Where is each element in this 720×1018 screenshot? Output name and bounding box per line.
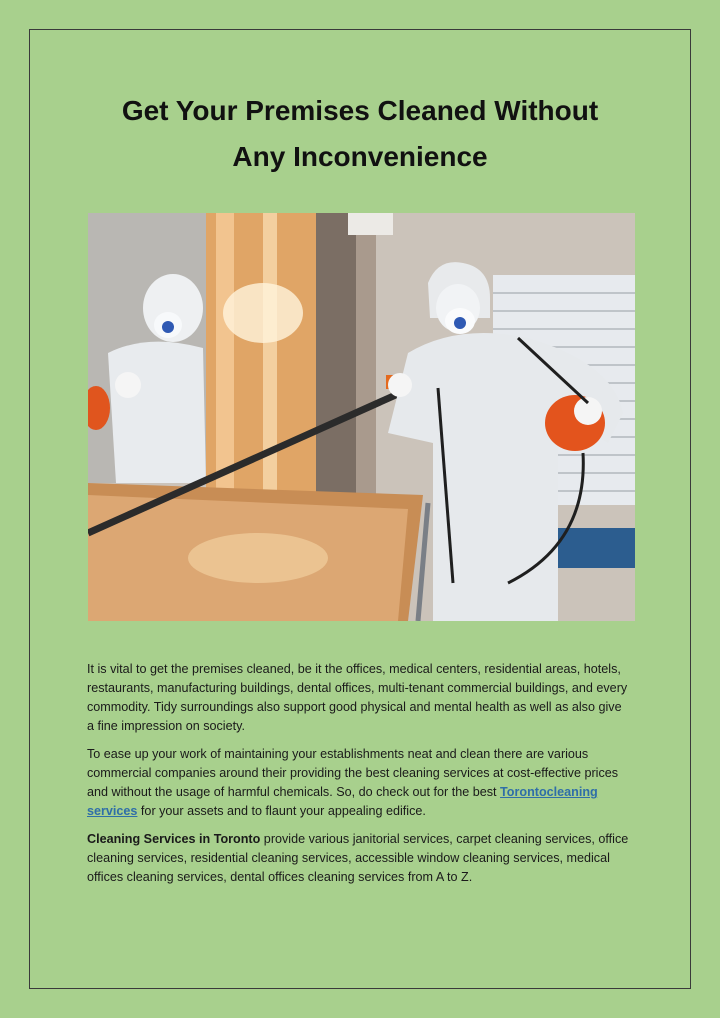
paragraph-3-bold-lead: Cleaning Services in Toronto <box>87 832 261 846</box>
paragraph-3 <box>87 830 632 887</box>
hero-photo <box>88 213 635 621</box>
title-line-1: Get Your Premises Cleaned Without <box>121 95 599 126</box>
paragraph-2-text-start: To ease up your work of maintaining your establishments neat and clean there are various commercial companies around their providing the best cleaning services at cost-effective prices and without the usage of harmful chemicals. So, do check out for the best <box>87 747 619 799</box>
disinfection-workers-illustration <box>88 213 635 621</box>
paragraph-2-text-end: for your assets and to flaunt your appealing edifice. <box>137 804 426 818</box>
paragraph-2 <box>87 745 632 821</box>
toronto-cleaning-services-link[interactable]: Torontocleaning services <box>87 785 598 818</box>
page-title <box>60 88 660 180</box>
paragraph-1: It is vital to get the premises cleaned, be it the offices, medical centers, residential areas, hotels, restaurants, manufacturing buildings, dental offices, multi-tenant commercial buildings, and every commodity. Tidy surroundings also support good physical and mental health as well as also give a fine impression on society. <box>87 662 628 733</box>
title-line-2: Any Inconvenience <box>232 141 488 172</box>
article-body <box>87 660 632 896</box>
paragraph-3-text: provide various janitorial services, carpet cleaning services, office cleaning services, residential cleaning services, accessible window cleaning services, medical offices cleaning services, dental offices cleaning services from A to Z. <box>87 832 629 884</box>
